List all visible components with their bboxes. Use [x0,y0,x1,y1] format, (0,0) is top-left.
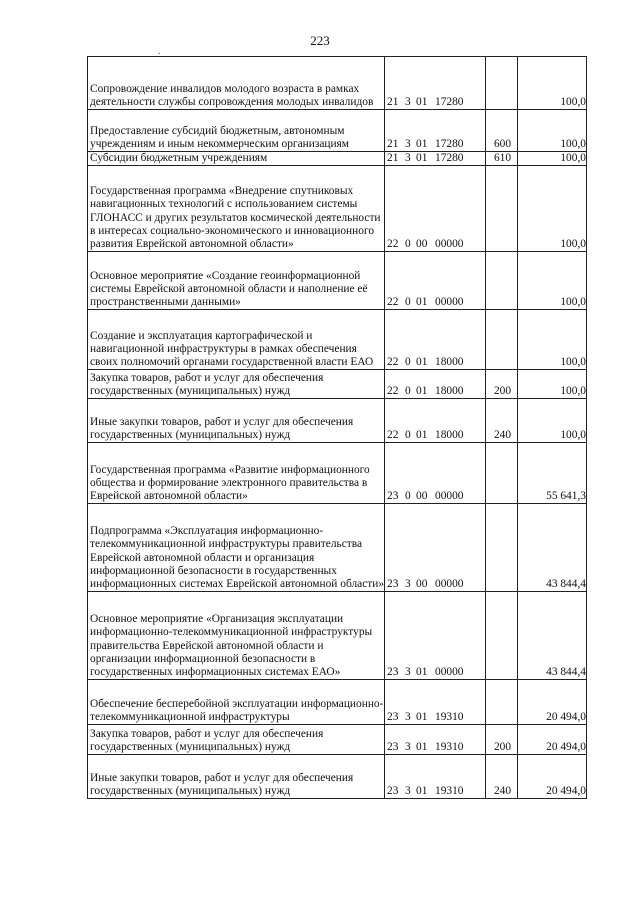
target-article-code [385,110,486,152]
item-name: Государственная программа «Развитие информационного общества и формирование электронного правительства в Еврейской автономной области» [88,443,385,504]
expense-type-code: 600 [486,110,518,152]
expense-type-code [486,310,518,370]
table-row [88,443,587,504]
table-row [88,252,587,310]
table-row [88,755,587,799]
code-part: 01 [416,356,428,368]
target-article-code [385,399,486,443]
code-part: 3 [405,152,411,164]
amount: 100,0 [518,152,587,166]
code-part: 3 [405,741,411,753]
code-part: 18000 [435,385,464,397]
expense-type-code [486,592,518,680]
expense-type-code: 240 [486,399,518,443]
item-name: Предоставление субсидий бюджетным, автономным учреждениям и иным некоммерческим организациям [88,110,385,152]
target-article-code [385,592,486,680]
code-part: 00000 [435,490,464,502]
item-name: Основное мероприятие «Организация эксплуатации информационно-телекоммуникационной инфраструктуры правительства Еврейской автономной области и организации информационной безопасности в государственных информационных системах ЕАО» [88,592,385,680]
table-row [88,680,587,725]
code-part: 01 [416,385,428,397]
code-part: 19310 [435,711,464,723]
code-part: 21 [387,152,399,164]
code-part: 22 [387,429,399,441]
item-name: Государственная программа «Внедрение спутниковых навигационных технологий с использованием системы ГЛОНАСС и других результатов космической деятельности в интересах социально-экономического и инновационного развития Еврейской автономной области» [88,166,385,252]
code-part: 17280 [435,137,464,150]
item-name: Подпрограмма «Эксплуатация информационно-телекоммуникационной инфраструктуры правительства Еврейской автономной области и организация информационной безопасности в государственных информационных системах Еврейской автономной области» [88,504,385,592]
expense-type-code [486,57,518,110]
item-name: Обеспечение бесперебойной эксплуатации информационно-телекоммуникационной инфраструктуры [88,680,385,725]
table-row [88,399,587,443]
code-part: 23 [387,490,399,502]
table-row [88,152,587,166]
code-part: 0 [405,385,411,397]
code-part: 00 [416,490,428,502]
code-part: 01 [416,296,428,308]
code-part: 0 [405,490,411,502]
amount: 100,0 [518,252,587,310]
code-part: 23 [387,666,399,678]
target-article-code [385,57,486,110]
page-number: 223 [310,33,330,48]
target-article-code [385,252,486,310]
item-name: Субсидии бюджетным учреждениям [88,152,385,166]
code-part: 00 [416,578,428,590]
budget-table [87,56,587,799]
expense-type-code [486,252,518,310]
target-article-code [385,443,486,504]
code-part: 23 [387,741,399,753]
code-part: 00000 [435,238,464,250]
code-part: 3 [405,578,411,590]
code-part: 17280 [435,95,464,108]
expense-type-code: 200 [486,725,518,755]
target-article-code [385,152,486,166]
code-part: 01 [416,95,428,108]
expense-type-code: 610 [486,152,518,166]
code-part: 01 [416,741,428,753]
code-part: 0 [405,238,411,250]
code-part: 21 [387,137,399,150]
target-article-code [385,370,486,399]
amount: 20 494,0 [518,680,587,725]
budget-table-body [88,57,587,799]
amount: 43 844,4 [518,504,587,592]
code-part: 3 [405,785,411,797]
table-row [88,504,587,592]
item-name: Основное мероприятие «Создание геоинформационной системы Еврейской автономной области и наполнение её пространственными данными» [88,252,385,310]
item-name: Создание и эксплуатация картографической и навигационной инфраструктуры в рамках обеспечения своих полномочий органами государственной власти ЕАО [88,310,385,370]
code-part: 0 [405,296,411,308]
code-part: 00000 [435,296,464,308]
item-name: Иные закупки товаров, работ и услуг для обеспечения государственных (муниципальных) нужд [88,399,385,443]
amount: 100,0 [518,166,587,252]
code-part: 3 [405,711,411,723]
target-article-code [385,166,486,252]
amount: 100,0 [518,399,587,443]
amount: 20 494,0 [518,755,587,799]
target-article-code [385,725,486,755]
target-article-code [385,504,486,592]
code-part: 19310 [435,741,464,753]
code-part: 18000 [435,356,464,368]
code-part: 01 [416,785,428,797]
code-part: 00 [416,238,428,250]
code-part: 21 [387,95,399,108]
table-row [88,166,587,252]
amount: 100,0 [518,370,587,399]
code-part: 00000 [435,578,464,590]
table-row [88,57,587,110]
code-part: 22 [387,296,399,308]
code-part: 17280 [435,152,464,164]
table-row [88,725,587,755]
code-part: 01 [416,711,428,723]
amount: 100,0 [518,110,587,152]
table-row [88,310,587,370]
table-row [88,370,587,399]
amount: 100,0 [518,310,587,370]
amount: 43 844,4 [518,592,587,680]
code-part: 22 [387,356,399,368]
code-part: 00000 [435,666,464,678]
code-part: 19310 [435,785,464,797]
code-part: 01 [416,429,428,441]
code-part: 3 [405,95,411,108]
item-name: Закупка товаров, работ и услуг для обеспечения государственных (муниципальных) нужд [88,370,385,399]
target-article-code [385,680,486,725]
code-part: 23 [387,711,399,723]
amount: 100,0 [518,57,587,110]
scan-dot: . [158,46,161,57]
item-name: Сопровождение инвалидов молодого возраста в рамках деятельности службы сопровождения молодых инвалидов [88,57,385,110]
item-name: Иные закупки товаров, работ и услуг для обеспечения государственных (муниципальных) нужд [88,755,385,799]
code-part: 22 [387,385,399,397]
table-row [88,110,587,152]
code-part: 01 [416,137,428,150]
table-row [88,592,587,680]
code-part: 23 [387,578,399,590]
amount: 55 641,3 [518,443,587,504]
code-part: 01 [416,152,428,164]
code-part: 18000 [435,429,464,441]
code-part: 22 [387,238,399,250]
code-part: 23 [387,785,399,797]
expense-type-code [486,504,518,592]
expense-type-code [486,680,518,725]
code-part: 0 [405,356,411,368]
amount: 20 494,0 [518,725,587,755]
target-article-code [385,755,486,799]
code-part: 01 [416,666,428,678]
expense-type-code: 240 [486,755,518,799]
expense-type-code [486,443,518,504]
target-article-code [385,310,486,370]
code-part: 3 [405,137,411,150]
item-name: Закупка товаров, работ и услуг для обеспечения государственных (муниципальных) нужд [88,725,385,755]
expense-type-code: 200 [486,370,518,399]
code-part: 0 [405,429,411,441]
code-part: 3 [405,666,411,678]
expense-type-code [486,166,518,252]
